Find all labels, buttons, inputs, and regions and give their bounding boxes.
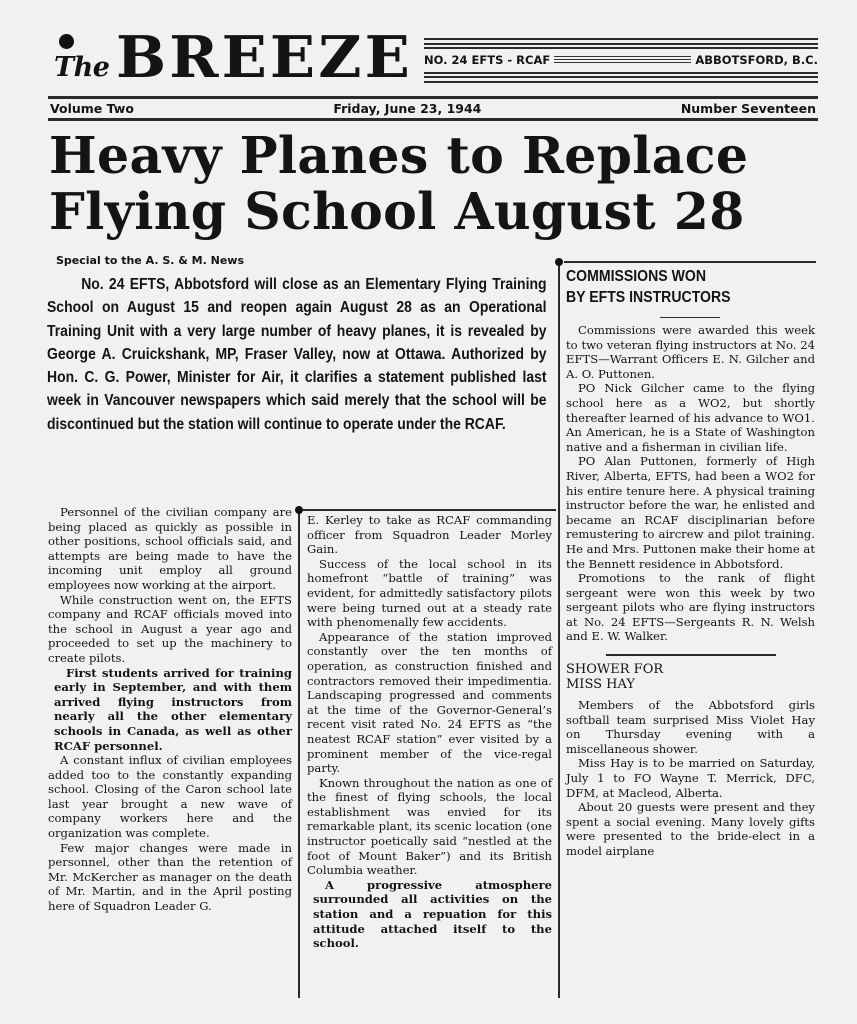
sidebar-heading xyxy=(566,266,795,308)
sidebar-divider xyxy=(558,262,560,998)
article-column-2 xyxy=(307,513,552,951)
lead-text: No. 24 EFTS, Abbotsford will close as an Elementary Flying Training School on August 15 and reopen again August 28 as an Operational Training Unit with a very large number of heavy planes, it is revealed by George A. Cruickshank, MP, Fraser Valley, now at Ottawa. Authorized by Hon. C. G. Power, Minister for Air, it clarifies a statement published last week in Vancouver newspapers which said merely that the school will be discontinued but the station will continue to operate under the RCAF. xyxy=(47,276,547,433)
headline-line-2: Flying School August 28 xyxy=(49,182,745,241)
issue-date: Friday, June 23, 1944 xyxy=(333,101,482,116)
column-top-rule xyxy=(302,509,556,511)
masthead-filler-rule xyxy=(554,56,691,64)
headline-line-1: Heavy Planes to Replace xyxy=(49,126,749,185)
sidebar-heading-line-2: BY EFTS INSTRUCTORS xyxy=(566,289,731,306)
shower-heading xyxy=(566,662,815,692)
section-divider xyxy=(606,654,776,656)
paragraph: Members of the Abbotsford girls softball team surprised Miss Violet Hay on Thursday evening with a miscellaneous shower. xyxy=(566,698,815,756)
sidebar-top-rule xyxy=(564,261,816,263)
paragraph: Personnel of the civilian company are being placed as quickly as possible in other positions, school officials said, and attempts are being made to have the incoming unit employ all ground employees now working at the airport. xyxy=(48,505,292,592)
dateline xyxy=(50,101,816,116)
rule-bullet xyxy=(555,258,563,266)
shower-heading-line-2: MISS HAY xyxy=(566,677,635,693)
headline xyxy=(49,128,829,240)
location-label: ABBOTSFORD, B.C. xyxy=(695,53,818,67)
paragraph: Promotions to the rank of flight sergeant were won this week by two sergeant pilots who are flying instructors at No. 24 EFTS—Sergeants R. N. Welsh and E. W. Walker. xyxy=(566,571,815,644)
masthead-info xyxy=(424,52,818,68)
paragraph: A constant influx of civilian employees added too to the constantly expanding school. Closing of the Caron school late last year brought a new wave of company workers here and the organization was complete. xyxy=(48,753,292,841)
paragraph: Commissions were awarded this week to two veteran flying instructors at No. 24 EFTS—Warrant Officers E. N. Gilcher and A. O. Puttonen. xyxy=(566,323,815,381)
shower-heading-line-1: SHOWER FOR xyxy=(566,662,664,678)
dateline-bottom-rule xyxy=(48,118,818,121)
article-column-1 xyxy=(48,505,292,914)
paragraph-bold: A progressive atmosphere surrounded all activities on the station and a repuation for this attitude attached itself to the school. xyxy=(313,877,552,951)
paragraph: PO Alan Puttonen, formerly of High River, Alberta, EFTS, had been a WO2 for his entire tenure here. A physical training instructor before the war, he enlisted and became an RCAF disciplinarian before remustering to aircrew and pilot training. He and Mrs. Puttonen make their home at the Bennett residence in Abbotsford. xyxy=(566,454,815,571)
unit-label: NO. 24 EFTS - RCAF xyxy=(424,53,551,67)
sidebar-heading-rule xyxy=(660,317,720,318)
paragraph: About 20 guests were present and they spent a social evening. Many lovely gifts were presented to the bride-elect in a model airplane xyxy=(566,800,815,858)
byline: Special to the A. S. & M. News xyxy=(56,254,245,267)
masthead-dot-ornament xyxy=(59,34,74,49)
dateline-top-rule xyxy=(48,96,818,99)
lead-paragraph xyxy=(47,273,547,436)
paragraph: Appearance of the station improved constantly over the ten months of operation, as construction finished and contractors removed their impedimentia. Landscaping progressed and comments at the time of the Governor-General’s recent visit rated No. 24 EFTS as “the neatest RCAF station” ever visited by a prominent member of the vice-regal party. xyxy=(307,629,552,776)
masthead xyxy=(52,24,818,91)
paragraph: While construction went on, the EFTS company and RCAF officials moved into the school in August a year ago and proceeded to set up the machinery to create pilots. xyxy=(48,592,292,665)
paragraph: Few major changes were made in personnel, other than the retention of Mr. McKercher as manager on the death of Mr. Martin, and in the April posting here of Squadron Leader G. xyxy=(48,840,292,914)
sidebar-column xyxy=(566,323,815,859)
paragraph: Success of the local school in its homefront “battle of training” was evident, for admittedly satisfactory pilots were being turned out at a steady rate with phenomenally few accidents. xyxy=(307,556,552,630)
volume-label: Volume Two xyxy=(50,101,134,116)
paragraph-bold: First students arrived for training early in September, and with them arrived flying instructors from nearly all the other elementary schools in Canada, as well as other RCAF personnel. xyxy=(54,665,292,753)
issue-number: Number Seventeen xyxy=(680,101,816,116)
paragraph: Miss Hay is to be married on Saturday, July 1 to FO Wayne T. Merrick, DFC, DFM, at Macleod, Alberta. xyxy=(566,756,815,800)
paragraph: E. Kerley to take as RCAF commanding officer from Squadron Leader Morley Gain. xyxy=(307,513,552,557)
sidebar-heading-line-1: COMMISSIONS WON xyxy=(566,268,707,285)
newspaper-title: BREEZE xyxy=(116,24,413,91)
column-divider xyxy=(298,510,300,998)
paragraph: Known throughout the nation as one of the finest of flying schools, the local establishment was envied for its remarkable plant, its scenic location (one instructor poetically said “nestled at the foot of Mount Baker”) and its British Columbia weather. xyxy=(307,775,552,878)
paragraph: PO Nick Gilcher came to the flying school here as a WO2, but shortly thereafter learned of his advance to WO1. An American, he is a State of Washington native and a fisherman in civilian life. xyxy=(566,381,815,454)
masthead-article: The xyxy=(54,52,110,83)
